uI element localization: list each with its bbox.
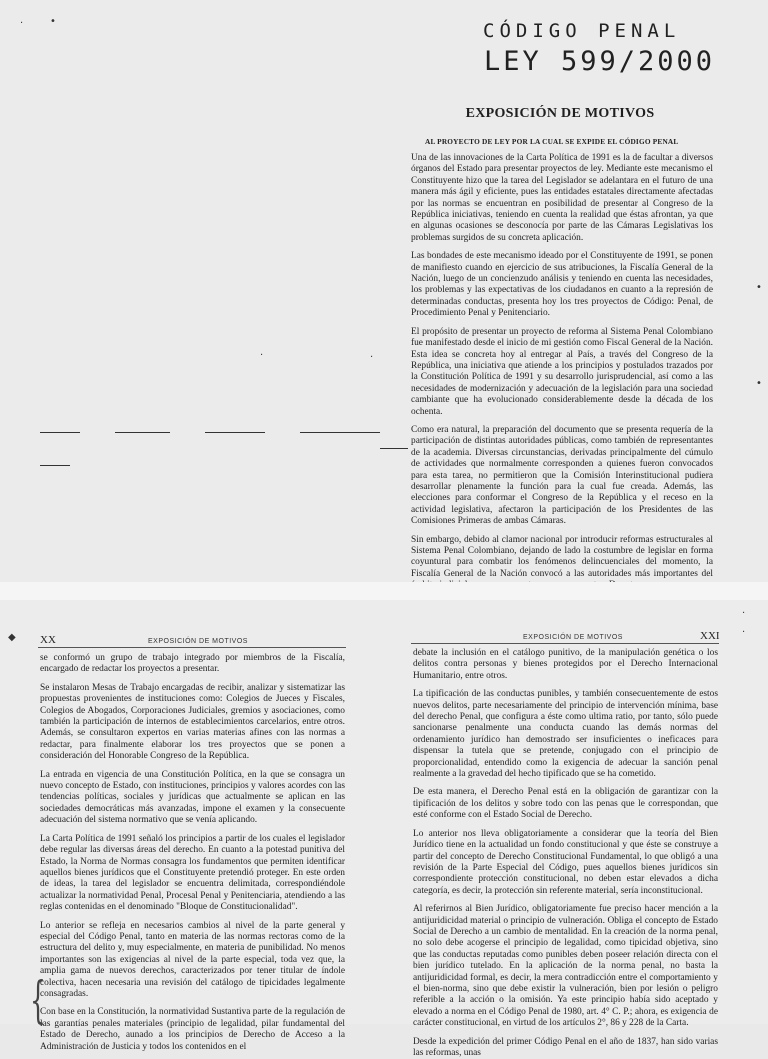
scan-mark	[205, 432, 265, 433]
paragraph: Desde la expedición del primer Código Penal en el año de 1837, han sido varias las reformas, unas	[413, 1036, 718, 1058]
paragraph: Se instalaron Mesas de Trabajo encargadas de recibir, analizar y sistematizar las propuestas provenientes de instituciones como: Colegios de Jueces y Fiscales, Colegios de Abogados, Corporaciones Judiciales, gremios y asociaciones, como también la participación de internos de establecimientos carcelarios, entre otros. Además, se consultaron expertos en varias materias afines con las normas a redactar, para finalmente elaborar los tres proyectos que se ponen a consideración del Honorable Congreso de la República.	[40, 682, 345, 762]
right-running-header: EXPOSICIÓN DE MOTIVOS	[523, 634, 623, 641]
top-text-column	[411, 153, 713, 578]
scan-mark	[115, 432, 170, 433]
handwritten-law-number: LEY 599/2000	[484, 46, 716, 77]
paragraph: Como era natural, la preparación del documento que se presenta requería de la participación de distintas autoridades públicas, como también de representantes de la academia. Diversas circunstancias, derivadas principalmente del cúmulo de actividades que normalmente corresponden a quienes fueron convocados para esta tarea, no permitieron que la Comisión Interinstitucional pudiera desarrollar plenamente la función para la cual fue creada. Además, las elecciones para conformar el Congreso de la República y el receso en la actividad legislativa, afectaron la participación de los Presidentes de las Comisiones Primeras de ambas Cámaras.	[411, 424, 713, 527]
scan-mark	[40, 432, 80, 433]
paragraph: Con base en la Constitución, la normatividad Sustantiva parte de la regulación de las garantías penales materiales (principio de legalidad, pilar fundamental del Estado de Derecho, aunado a los principios de Derecho de Acceso a la Administración de Justicia y todos los contenidos en el	[40, 1007, 345, 1052]
paragraph: Al referirnos al Bien Jurídico, obligatoriamente fue preciso hacer mención a la antijuridicidad material o principio de vulneración. Obliga el concepto de Estado Social de Derecho a un cambio de mentalidad. En la creación de la norma penal, no solo debe acogerse el principio de legalidad, como tipicidad objetiva, sino que las conductas reputadas como punibles deben poseer relación directa con el bien jurídico tutelado. En la aplicación de la norma penal, no basta la antijuridicidad formal, es decir, la mera contradicción entre el comportamiento y el bien-norma, sino que debe existir la vulneración, bien por lesión o peligro referible a la acción o la omisión. Ya este principio había sido aceptado y elevado a norma en el Código Penal de 1980, art. 4° C. P.; ahora, es exigencia de carácter constitucional, en virtud de los artículos 2°, 86 y 228 de la Carta.	[413, 904, 718, 1029]
paragraph: La tipificación de las conductas punibles, y también consecuentemente de estos nuevos delitos, parte necesariamente del principio de intervención mínima, base del derecho Penal, que configura a éste como ultima ratio, por tanto, sólo puede sancionarse penalmente una conducta cuando las demás normas del ordenamiento jurídico han demostrado ser insuficientes o ineficaces para dispensar la tutela que se pretende, conjugado con el principio de proporcionalidad, entendido como la exigencia de adecuar la sanción penal realmente a la gravedad del hecho tipificado que se ha cometido.	[413, 689, 718, 780]
right-text-column	[413, 648, 718, 1058]
paragraph: La Carta Política de 1991 señaló los principios a partir de los cuales el legislador debe regular las diversas áreas del derecho. En cuanto a la potestad punitiva del Estado, la Norma de Normas consagra los fundamentos que permiten identificar aquellos bienes jurídicos que el Constituyente pretendió proteger. En este orden de ideas, la tarea del legislador se encuentra delimitada, correspondiéndole actualizar la normatividad Penal, Procesal Penal y Penitenciaria, atendiendo a las reglas contenidas en el denominado "Bloque de Constitucionalidad".	[40, 833, 345, 913]
paragraph: De esta manera, el Derecho Penal está en la obligación de garantizar con la tipificación de los delitos y sobre todo con las penas que le correspondan, que esté conforme con el Estado Social de Derecho.	[413, 787, 718, 821]
page-title: EXPOSICIÓN DE MOTIVOS	[465, 106, 655, 121]
paragraph: Lo anterior se refleja en necesarios cambios al nivel de la parte general y especial del Código Penal, tanto en materia de las normas rectoras como de la estructura del delito y, muy especialmente, en materia de punibilidad. No menos importantes son las exigencias al nivel de la parte especial, toda vez que, la amplia gama de nuevos derechos, caracterizados por tener titular de índole colectiva, hacen necesaria una revisión del catálogo de tipicidades legalmente consagradas.	[40, 920, 345, 999]
scan-mark	[380, 448, 408, 449]
left-running-header: EXPOSICIÓN DE MOTIVOS	[148, 638, 248, 645]
left-page-number: XX	[40, 634, 56, 646]
left-header-rule	[38, 647, 346, 648]
scan-speck: •	[756, 282, 762, 293]
right-header-rule	[411, 643, 719, 644]
scan-speck: ·	[742, 627, 746, 638]
page-subtitle: AL PROYECTO DE LEY POR LA CUAL SE EXPIDE EL CÓDIGO PENAL	[425, 137, 679, 146]
scan-speck: ◆	[8, 632, 16, 643]
paragraph: Sin embargo, debido al clamor nacional por introducir reformas estructurales al Sistema Penal Colombiano, dejando de lado la costumbre de legislar en forma coyuntural para combatir los fenómenos delincuenciales del momento, la Fiscalía General de la Nación convocó a las autoridades más importantes del	[411, 534, 713, 579]
margin-brace-mark: {	[29, 971, 46, 1029]
paragraph: Las bondades de este mecanismo ideado por el Constituyente de 1991, se ponen de manifiesto cuando en ejercicio de sus atribuciones, la Fiscalía General de la Nación, luego de un concienzudo análisis y teniendo en cuenta las necesidades, los problemas y las expectativas de los ciudadanos en cuanto a la represión de determinadas conductas, presenta hoy los tres proyectos de Código: Penal, de Procedimiento Penal y Penitenciario.	[411, 251, 713, 319]
scan-speck: ·	[742, 608, 746, 619]
handwritten-title: CÓDIGO PENAL	[483, 20, 681, 42]
page-gap	[0, 582, 768, 600]
paragraph: se conformó un grupo de trabajo integrado por miembros de la Fiscalía, encargado de redactar los proyectos a presentar.	[40, 653, 345, 675]
paragraph: debate la inclusión en el catálogo punitivo, de la manipulación genética o los delitos contra personas y bienes protegidos por el Derecho Internacional Humanitario, entre otros.	[413, 648, 718, 681]
scan-speck: ·	[370, 352, 374, 363]
left-text-column	[40, 653, 345, 1052]
right-page-number: XXI	[700, 630, 720, 642]
paragraph: La entrada en vigencia de una Constitución Política, en la que se consagra un nuevo concepto de Estado, con instituciones, principios y valores acordes con las tendencias políticas, sociales y jurídicas que actualmente se aplican en las sociedades democráticas más avanzadas, impone el examen y la consecuente adecuación del sistema normativo que se venía aplicando.	[40, 769, 345, 826]
scan-speck: ·	[20, 18, 24, 29]
paragraph: Una de las innovaciones de la Carta Política de 1991 es la de facultar a diversos órganos del Estado para presentar proyectos de ley. Mediante este mecanismo el Constituyente hizo que la tarea del Legislador se adelantara en el futuro de una manera más ágil y eficiente, pues las entidades estatales directamente afectadas por las normas se encuentran en posibilidad de presentar al Congreso de la República iniciativas, teniendo en cuenta la realidad que éstas afrontan, ya que en algunas ocasiones se desconocía por parte de las Cámaras Legislativas los problemas surgidos de su concreta aplicación.	[411, 153, 713, 243]
scan-mark	[40, 465, 70, 466]
scan-mark	[300, 432, 380, 433]
scan-speck: •	[50, 16, 56, 27]
paragraph: El propósito de presentar un proyecto de reforma al Sistema Penal Colombiano fue manifestado desde el inicio de mi gestión como Fiscal General de la Nación. Esta idea se concreta hoy al entregar al País, a través del Congreso de la República, una iniciativa que atiende a los principios y postulados trazados por la Constitución Política de 1991 y su desarrollo jurisprudencial, así como a las necesidades de modernización y adecuación de la legislación para una sociedad cambiante que ha evolucionado considerablemente desde la década de los ochenta.	[411, 326, 713, 417]
scan-speck: •	[756, 378, 762, 389]
scan-speck: ·	[260, 350, 264, 361]
paragraph: Lo anterior nos lleva obligatoriamente a considerar que la teoría del Bien Jurídico tiene en la actualidad un fondo constitucional y que éste se construye a partir del concepto de Derecho Constitucional Fundamental, lo que obligó a una revisión de la Parte Especial del Código, pues aquellos bienes jurídicos sin correspondiente protección constitucional, no deben estar elevados a dicha categoría, es decir, la protección sin referente material, sería inconstitucional.	[413, 828, 718, 896]
